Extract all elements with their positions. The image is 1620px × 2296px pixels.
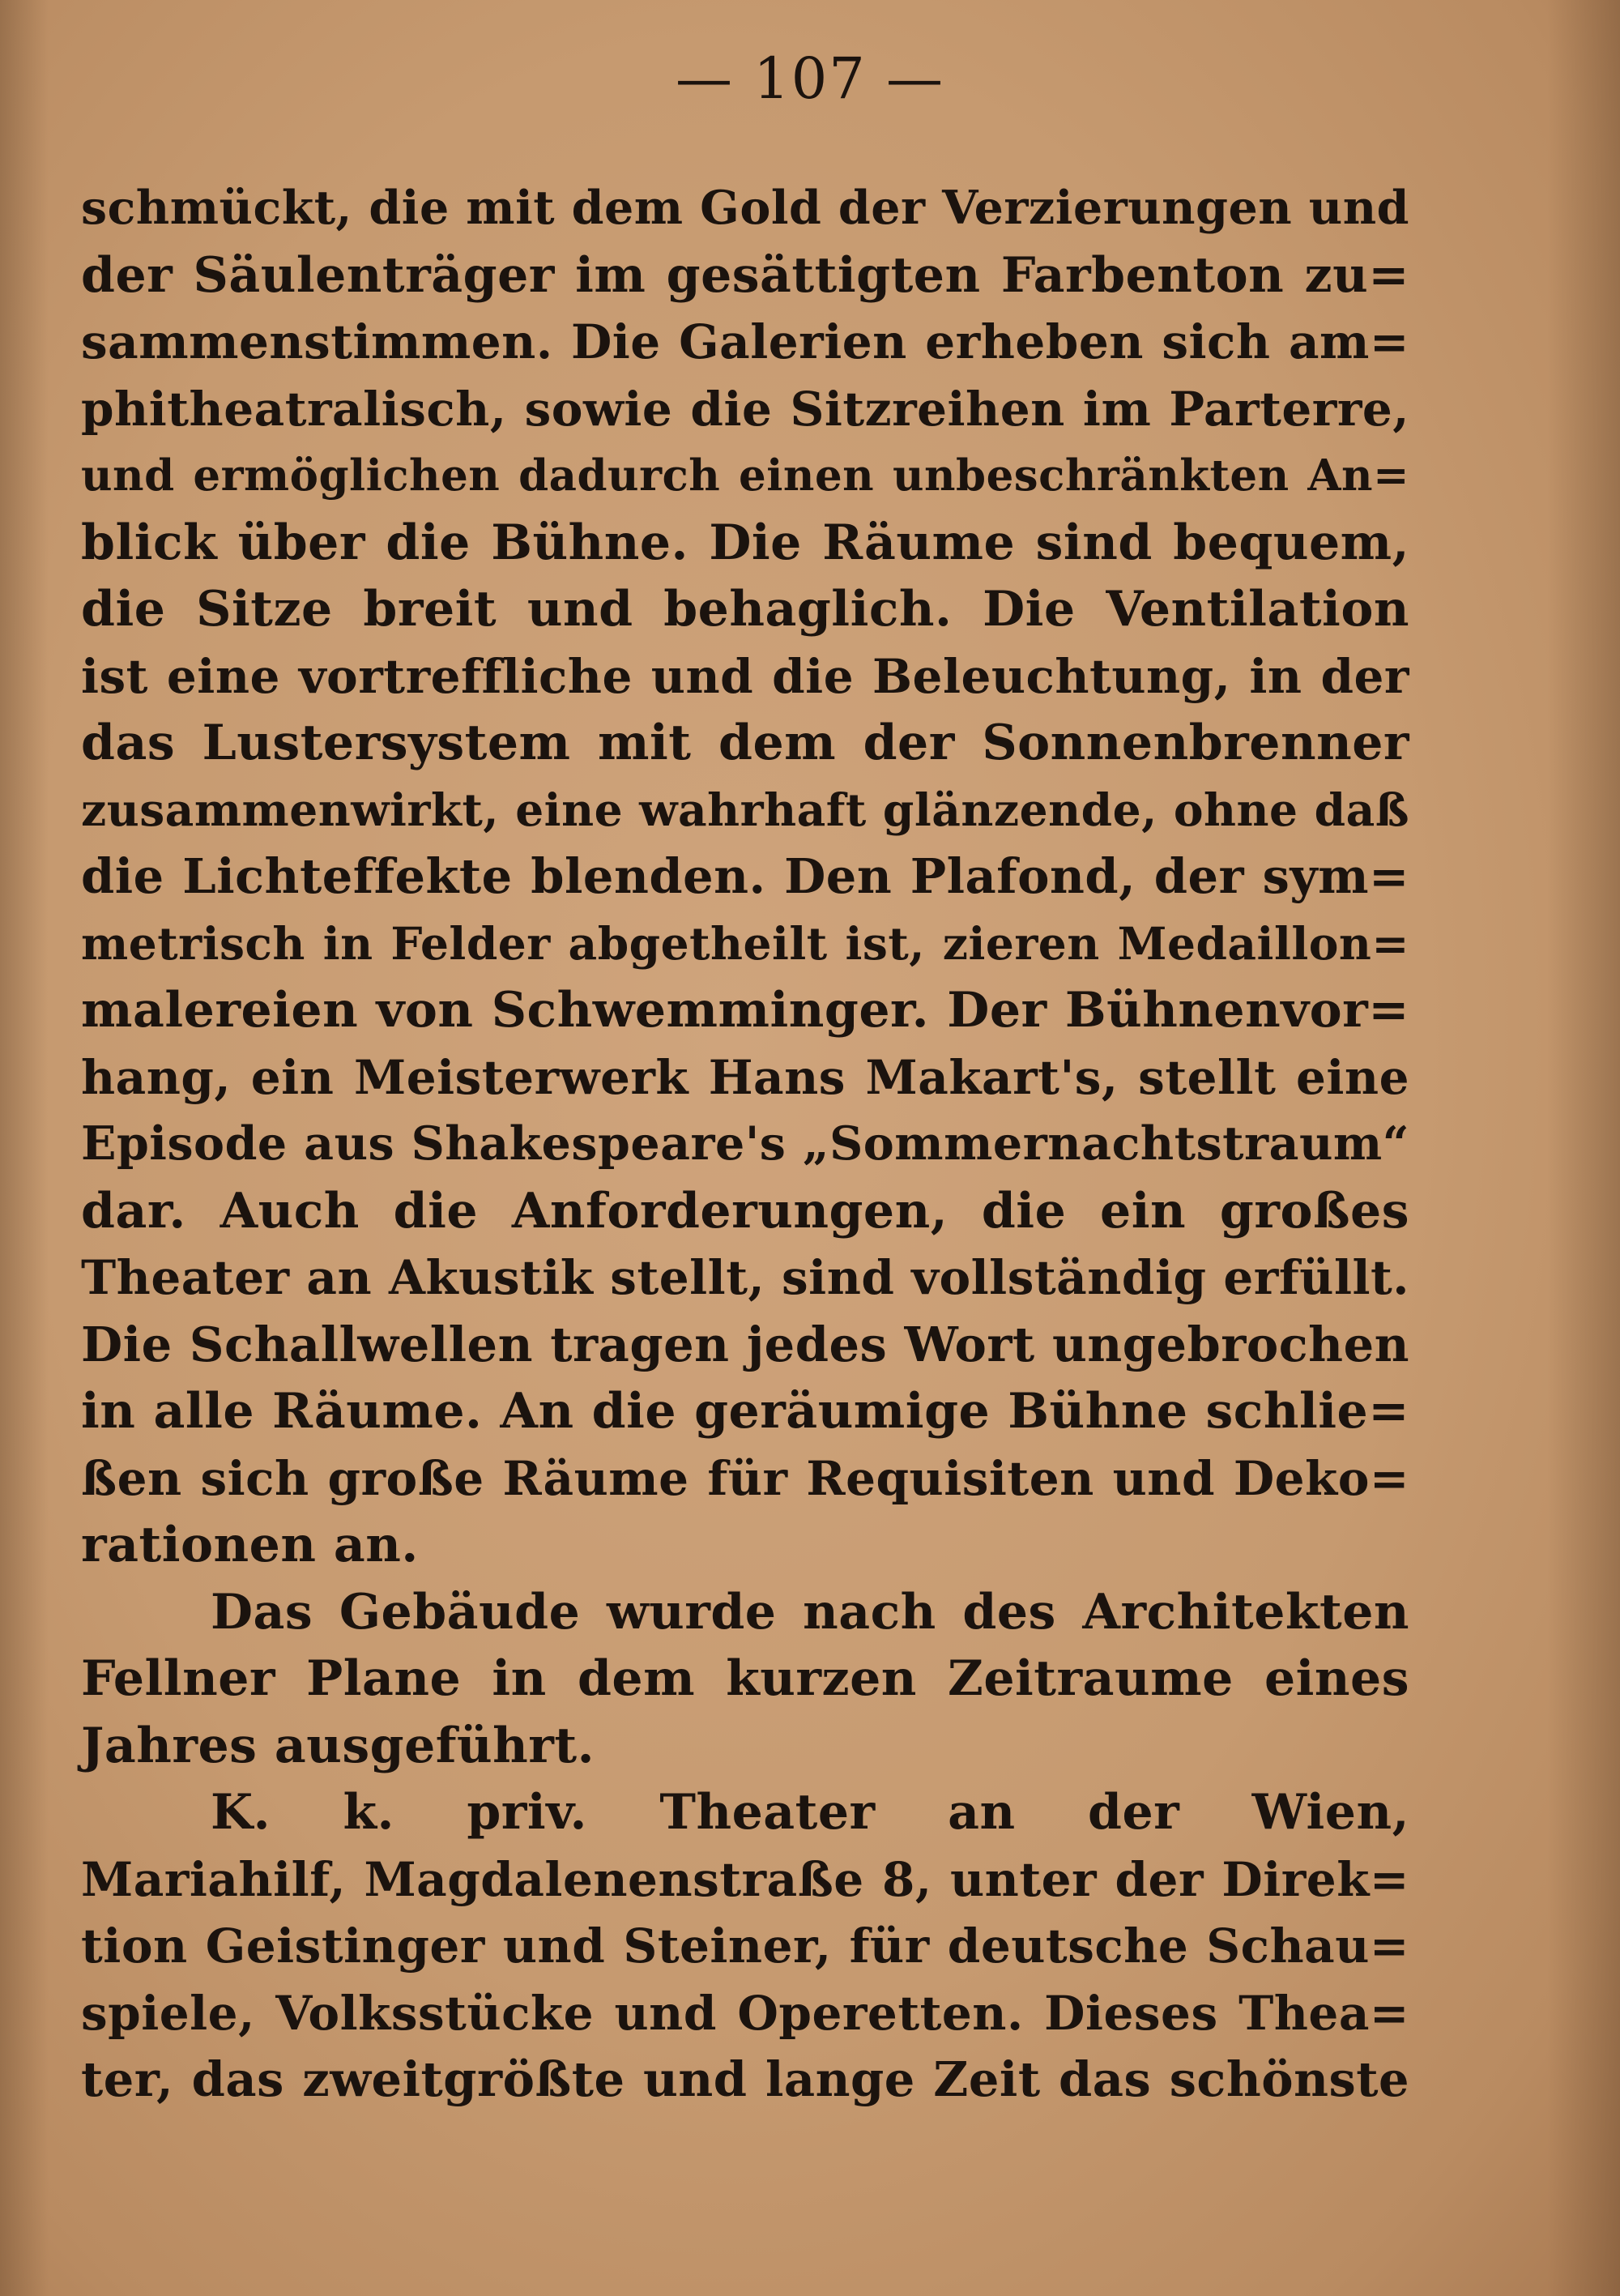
text-line: in alle Räume. An die geräumige Bühne schlie=	[81, 1383, 1409, 1440]
text-line: tion Geistinger und Steiner, für deutsche Schau=	[81, 1918, 1409, 1974]
text-line: ter, das zweitgrößte und lange Zeit das schönste	[81, 2051, 1409, 2107]
text-line-paragraph-end: Jahres ausgeführt.	[81, 1717, 595, 1774]
page-shadow-right	[1547, 0, 1620, 2296]
text-line: und ermöglichen dadurch einen unbeschränkten An=	[81, 450, 1409, 501]
text-line: phitheatralisch, sowie die Sitzreihen im Parterre,	[81, 381, 1409, 437]
text-line: metrisch in Felder abgetheilt ist, zieren Medaillon=	[81, 916, 1409, 970]
text-line: die Sitze breit und behaglich. Die Ventilation	[81, 581, 1409, 638]
text-line: blick über die Bühne. Die Räume sind bequem,	[81, 514, 1409, 571]
text-line: Episode aus Shakespeare's „Sommernachtstraum“	[81, 1116, 1409, 1171]
page-number: — 107 —	[675, 45, 945, 112]
text-line: spiele, Volksstücke und Operetten. Dieses Thea=	[81, 1985, 1409, 2041]
page-shadow-left	[0, 0, 49, 2296]
text-line: Mariahilf, Magdalenenstraße 8, unter der Direk=	[81, 1851, 1409, 1907]
text-line: Die Schallwellen tragen jedes Wort ungebrochen	[81, 1316, 1409, 1372]
text-line: das Lustersystem mit dem der Sonnenbrenner	[81, 715, 1409, 771]
text-line: dar. Auch die Anforderungen, die ein großes	[81, 1182, 1409, 1240]
body-text	[81, 175, 1409, 2114]
text-line: malereien von Schwemminger. Der Bühnenvor=	[81, 982, 1409, 1039]
text-line: schmückt, die mit dem Gold der Verzierungen und	[81, 181, 1409, 235]
text-line: Theater an Akustik stellt, sind vollständig erfüllt.	[81, 1250, 1409, 1305]
text-line-paragraph-end: rationen an.	[81, 1517, 419, 1573]
text-line: der Säulenträger im gesättigten Farbenton zu=	[81, 246, 1409, 304]
text-line-entry-heading: K. k. priv. Theater an der Wien,	[211, 1784, 1409, 1841]
text-line-paragraph-start: Das Gebäude wurde nach des Architekten	[211, 1583, 1409, 1641]
text-line: hang, ein Meisterwerk Hans Makart's, stellt eine	[81, 1049, 1409, 1105]
text-line: sammenstimmen. Die Galerien erheben sich am=	[81, 314, 1409, 369]
text-line: zusammenwirkt, eine wahrhaft glänzende, ohne daß	[81, 783, 1409, 836]
text-line: die Lichteffekte blenden. Den Plafond, der sym=	[81, 848, 1409, 904]
text-line: Fellner Plane in dem kurzen Zeitraume eines	[81, 1650, 1409, 1707]
text-line: ßen sich große Räume für Requisiten und Deko=	[81, 1450, 1409, 1506]
text-line: ist eine vortreffliche und die Beleuchtung, in der	[81, 648, 1409, 704]
